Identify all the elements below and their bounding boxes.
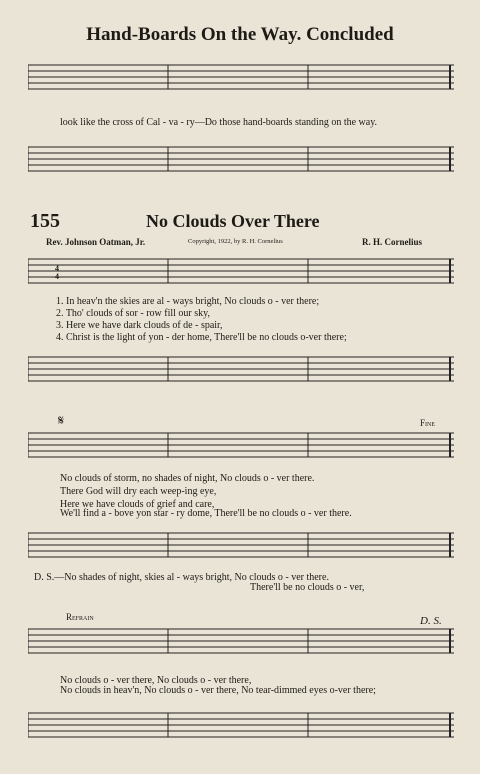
refrain-line-2: No clouds in heav'n, No clouds o - ver there, No tear-dimmed eyes o-ver there;	[60, 685, 376, 696]
staff-treble-3	[28, 432, 454, 458]
staff-treble-1	[28, 64, 454, 90]
staff-treble-4	[28, 628, 454, 654]
staff-bass-4	[28, 712, 454, 738]
hymn-number: 155	[30, 210, 60, 232]
ds-line: D. S.—No shades of night, skies al - ways bright, No clouds o - ver there.	[34, 572, 329, 583]
author: Rev. Johnson Oatman, Jr.	[46, 237, 146, 247]
refrain-label: Refrain	[66, 612, 94, 622]
section-title: Hand-Boards On the Way. Concluded	[86, 24, 394, 45]
staff-lines	[28, 628, 454, 654]
verse-2a: 2. Tho' clouds of sor - row fill our sky,	[56, 308, 211, 319]
fine-mark: Fine	[420, 418, 436, 428]
time-signature-treble: 4 4	[55, 264, 59, 281]
top-lyric: look like the cross of Cal - va - ry—Do those hand-boards standing on the way.	[60, 117, 378, 128]
segno-mark: 𝄋	[58, 414, 65, 429]
composer: R. H. Cornelius	[362, 237, 423, 247]
verse-4a: 4. Christ is the light of yon - der home, There'll be no clouds o-ver there;	[56, 332, 347, 343]
staff-lines	[28, 146, 454, 172]
verse-1a: 1. In heav'n the skies are al - ways bright, No clouds o - ver there;	[56, 296, 320, 307]
refrain-line-1: No clouds o - ver there, No clouds o - ver there,	[60, 675, 252, 686]
verse-4b: We'll find a - bove yon star - ry dome, There'll be no clouds o - ver there.	[60, 508, 352, 519]
staff-lines	[28, 64, 454, 90]
verse-2b: There God will dry each weep-ing eye,	[60, 486, 217, 497]
hymn-title: No Clouds Over There	[146, 211, 320, 231]
ds-mark: D. S.	[420, 615, 442, 627]
staff-treble-2	[28, 258, 454, 284]
verse-3b: Here we have clouds of grief and care,	[60, 499, 215, 510]
verse-1b: No clouds of storm, no shades of night, No clouds o - ver there.	[60, 473, 315, 484]
staff-bass-1	[28, 146, 454, 172]
staff-lines	[28, 432, 454, 458]
bass-lyric: There'll be no clouds o - ver,	[250, 582, 365, 593]
staff-lines	[28, 712, 454, 738]
staff-lines	[28, 356, 454, 382]
verse-3a: 3. Here we have dark clouds of de - spair,	[56, 320, 223, 331]
staff-bass-3	[28, 532, 454, 558]
staff-lines	[28, 532, 454, 558]
copyright: Copyright, 1922, by R. H. Cornelius	[188, 238, 283, 245]
staff-lines	[28, 258, 454, 284]
staff-bass-2	[28, 356, 454, 382]
